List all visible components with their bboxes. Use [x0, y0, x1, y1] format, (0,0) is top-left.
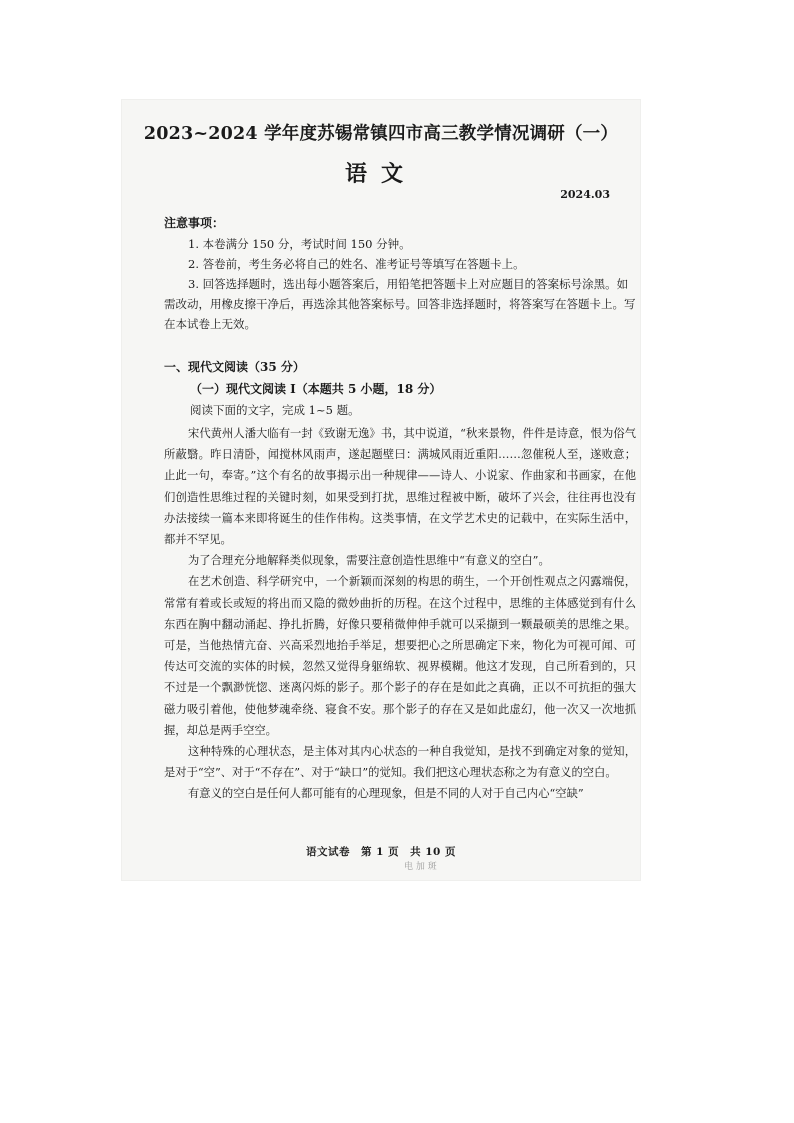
- notes-heading: 注意事项：: [164, 216, 225, 230]
- scanned-exam-page: [122, 100, 640, 880]
- notes-list: [164, 234, 636, 334]
- passage-paragraph: 宋代黄州人潘大临有一封《致谢无逸》书，其中说道，“秋来景物，件件是诗意，恨为俗气所蔽翳。昨日清卧，闻搅林风雨声，遂起题壁曰：满城风雨近重阳……忽催税人至，遂败意；止此一句，奉寄。”这个有名的故事揭示出一种规律——诗人、小说家、作曲家和书画家，在他们创造性思维过程的关键时刻，如果受到打扰，思维过程被中断，破坏了兴会，往往再也没有办法接续一篇本来即将诞生的佳作伟构。这类事情，在文学艺术史的记载中，在实际生活中，都并不罕见。: [164, 427, 636, 547]
- section-heading: 一、现代文阅读（35 分）: [164, 360, 305, 374]
- passage-paragraph: 为了合理充分地解释类似现象，需要注意创造性思维中“有意义的空白”。: [188, 554, 550, 568]
- exam-title: 2023~2024 学年度苏锡常镇四市高三教学情况调研（一）: [143, 124, 619, 144]
- passage-paragraph: 在艺术创造、科学研究中，一个新颖而深刻的构思的萌生，一个开创性观点之闪露端倪，常常有着或长或短的将出而又隐的微妙曲折的历程。在这个过程中，思维的主体感觉到有什么东西在胸中翻动涌起、挣扎折腾，好像只要稍微伸伸手就可以采撷到一颗最硕美的思维之果。可是，当他热情亢奋、兴高采烈地抬手举足，想要把心之所思确定下来，物化为可视可闻、可传达可交流的实体的时候，忽然又觉得身躯绵软、视界模糊。他这才发现，自己所看到的，只不过是一个飘渺恍惚、迷离闪烁的影子。那个影子的存在是如此之真确，正以不可抗拒的强大磁力吸引着他，使他梦魂牵绕、寝食不安。那个影子的存在又是如此虚幻，他一次又一次地抓握，却总是两手空空。: [164, 575, 636, 737]
- passage-paragraph: 有意义的空白是任何人都可能有的心理现象，但是不同的人对于自己内心“空缺”: [188, 787, 584, 801]
- notes-item: 2. 答卷前，考生务必将自己的姓名、准考证号等填写在答题卡上。: [188, 257, 525, 271]
- passage-paragraph: 这种特殊的心理状态，是主体对其内心状态的一种自我觉知，是找不到确定对象的觉知，是对于“空”、对于“不存在”、对于“缺口”的觉知。我们把这心理状态称之为有意义的空白。: [164, 745, 636, 780]
- reading-passage: [164, 423, 636, 805]
- notes-item: 3. 回答选择题时，选出每小题答案后，用铅笔把答题卡上对应题目的答案标号涂黑。如需改动，用橡皮擦干净后，再选涂其他答案标号。回答非选择题时，将答案写在答题卡上。写在本试卷上无效。: [164, 277, 636, 331]
- page-footer: 语文试卷 第 1 页 共 10 页: [305, 846, 457, 858]
- footer-stamp: 电 加 斑: [404, 862, 437, 872]
- notes-item: 1. 本卷满分 150 分，考试时间 150 分钟。: [188, 237, 411, 251]
- subject-title: 语文: [344, 161, 417, 187]
- exam-date: 2024.03: [560, 188, 610, 201]
- subsection-heading: （一）现代文阅读 I（本题共 5 小题，18 分）: [190, 382, 442, 396]
- reading-instruction: 阅读下面的文字，完成 1~5 题。: [190, 403, 360, 417]
